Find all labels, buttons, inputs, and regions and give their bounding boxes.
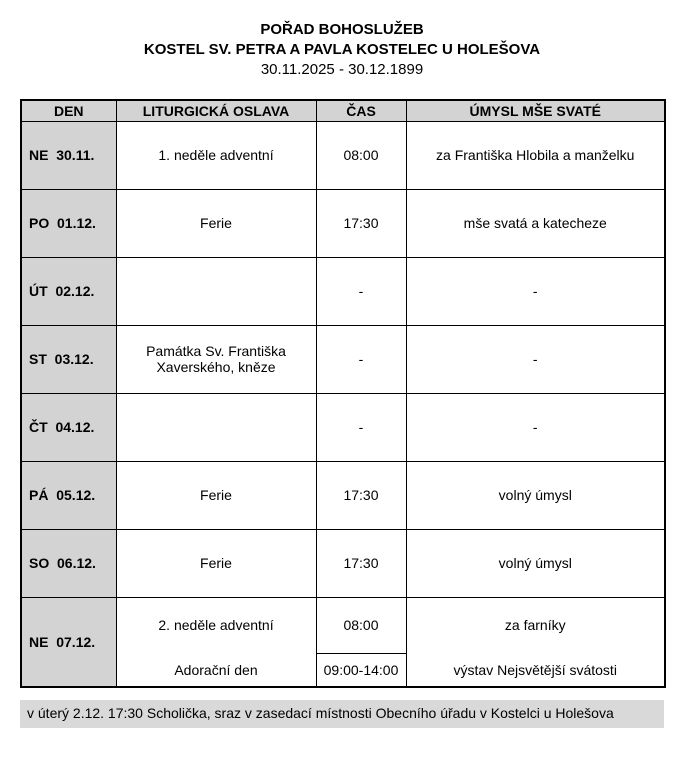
oslava-cell: Ferie bbox=[116, 189, 316, 257]
page-subtitle: KOSTEL SV. PETRA A PAVLA KOSTELEC U HOLEŠOVA bbox=[143, 41, 541, 58]
den-cell: NE 30.11. bbox=[21, 121, 116, 189]
umysl-cell: - bbox=[406, 393, 665, 461]
oslava-cell bbox=[116, 393, 316, 461]
footer-note: v úterý 2.12. 17:30 Scholička, sraz v zasedací místnosti Obecního úřadu v Kostelci u Holešova bbox=[20, 700, 664, 728]
table-row bbox=[21, 189, 665, 257]
oslava-cell bbox=[116, 257, 316, 325]
title-block bbox=[20, 20, 664, 79]
umysl-cell: mše svatá a katecheze bbox=[406, 189, 665, 257]
den-cell: NE 07.12. bbox=[21, 597, 116, 687]
column-header-cas: ČAS bbox=[316, 100, 406, 121]
umysl-cell: volný úmysl bbox=[406, 529, 665, 597]
table-row bbox=[21, 461, 665, 529]
table-row bbox=[21, 121, 665, 189]
oslava-cell: 2. neděle adventní bbox=[116, 597, 316, 653]
den-cell: SO 06.12. bbox=[21, 529, 116, 597]
cas-cell: - bbox=[316, 257, 406, 325]
den-cell: ČT 04.12. bbox=[21, 393, 116, 461]
table-sub-row bbox=[21, 653, 665, 687]
cas-cell: 08:00 bbox=[316, 121, 406, 189]
umysl-cell: za farníky bbox=[406, 597, 665, 653]
oslava-cell: Památka Sv. Františka Xaverského, kněze bbox=[116, 325, 316, 393]
umysl-cell: výstav Nejsvětější svátosti bbox=[406, 653, 665, 687]
column-header-den: DEN bbox=[21, 100, 116, 121]
cas-cell: - bbox=[316, 393, 406, 461]
oslava-cell: 1. neděle adventní bbox=[116, 121, 316, 189]
oslava-cell: Adorační den bbox=[116, 653, 316, 687]
column-header-umysl: ÚMYSL MŠE SVATÉ bbox=[406, 100, 665, 121]
umysl-cell: za Františka Hlobila a manželku bbox=[406, 121, 665, 189]
oslava-cell: Ferie bbox=[116, 529, 316, 597]
oslava-cell: Ferie bbox=[116, 461, 316, 529]
den-cell: ÚT 02.12. bbox=[21, 257, 116, 325]
den-cell: ST 03.12. bbox=[21, 325, 116, 393]
umysl-cell: - bbox=[406, 257, 665, 325]
table-row bbox=[21, 257, 665, 325]
umysl-cell: volný úmysl bbox=[406, 461, 665, 529]
cas-cell: 08:00 bbox=[316, 597, 406, 653]
umysl-cell: - bbox=[406, 325, 665, 393]
cas-cell: 09:00-14:00 bbox=[316, 653, 406, 687]
table-row bbox=[21, 325, 665, 393]
table-header-row bbox=[21, 100, 665, 121]
schedule-table bbox=[20, 99, 666, 688]
table-row bbox=[21, 393, 665, 461]
cas-cell: - bbox=[316, 325, 406, 393]
cas-cell: 17:30 bbox=[316, 189, 406, 257]
date-range: 30.11.2025 - 30.12.1899 bbox=[260, 61, 424, 78]
den-cell: PÁ 05.12. bbox=[21, 461, 116, 529]
column-header-oslava: LITURGICKÁ OSLAVA bbox=[116, 100, 316, 121]
page-title: POŘAD BOHOSLUŽEB bbox=[260, 21, 424, 38]
cas-cell: 17:30 bbox=[316, 461, 406, 529]
table-row bbox=[21, 529, 665, 597]
cas-cell: 17:30 bbox=[316, 529, 406, 597]
den-cell: PO 01.12. bbox=[21, 189, 116, 257]
table-row bbox=[21, 597, 665, 653]
